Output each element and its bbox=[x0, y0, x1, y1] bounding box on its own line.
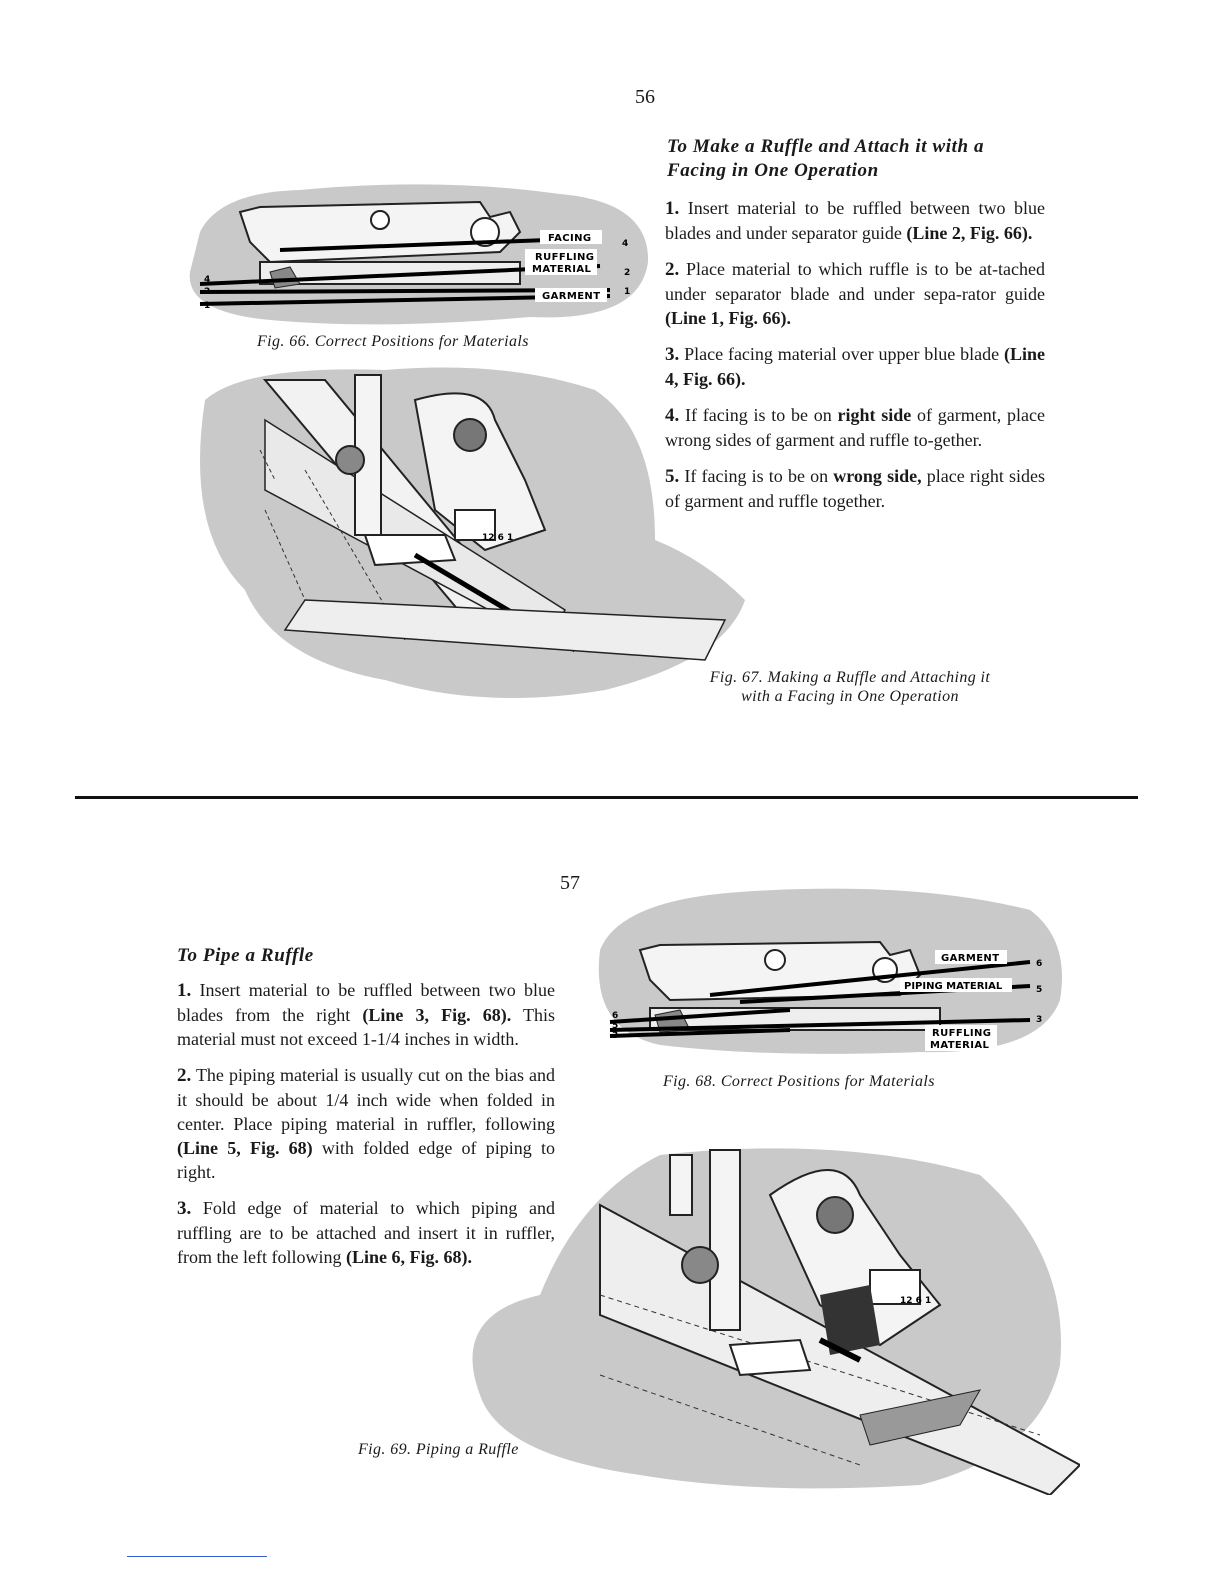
step-text: Place facing material over upper blue blade bbox=[679, 344, 1004, 364]
step-reference: (Line 2, Fig. 66). bbox=[906, 223, 1033, 243]
step-text: If facing is to be on bbox=[679, 405, 838, 425]
step-number: 5. bbox=[665, 466, 680, 487]
step-text: Insert material to be ruffled between two blue blades from the right bbox=[177, 980, 555, 1025]
step-text-after: with folded edge of piping to right. bbox=[177, 1138, 555, 1182]
section-heading-ruffle-facing bbox=[667, 135, 1047, 183]
fig69-caption: Fig. 69. Piping a Ruffle bbox=[358, 1441, 519, 1458]
fig68-number-6: 6 bbox=[612, 1011, 619, 1021]
fig68-label-garment: GARMENT bbox=[941, 953, 1000, 964]
figure-68-svg bbox=[590, 880, 1065, 1060]
fig68-number-3-right: 3 bbox=[1036, 1015, 1043, 1025]
fig68-label-ruffling: RUFFLING bbox=[932, 1028, 992, 1039]
page-number-bottom: 57 bbox=[560, 872, 580, 894]
heading-line-1: To Make a Ruffle and Attach it with a bbox=[667, 136, 985, 157]
fig66-number-2: 2 bbox=[204, 287, 211, 297]
step-emphasis: wrong side, bbox=[833, 466, 922, 486]
heading-line-2: Facing in One Operation bbox=[667, 160, 879, 181]
page-number-top: 56 bbox=[635, 86, 655, 108]
step-number: 1. bbox=[665, 198, 680, 219]
fig66-caption: Fig. 66. Correct Positions for Materials bbox=[257, 333, 529, 350]
step-text: Insert material to be ruffled between two blue blades and under separator guide bbox=[665, 198, 1045, 243]
fig66-number-1: 1 bbox=[204, 301, 211, 311]
step-text: Fold edge of material to which piping and ruffling are to be attached and insert it in ruffler, from the left following bbox=[177, 1198, 555, 1267]
step-reference: (Line 4, Fig. 66). bbox=[665, 344, 1045, 389]
step-number: 1. bbox=[177, 980, 192, 1001]
fig67-caption bbox=[650, 668, 1050, 706]
fig69-dial-numbers: 12 6 1 bbox=[900, 1296, 932, 1306]
step-number: 3. bbox=[665, 344, 680, 365]
fig66-label-garment: GARMENT bbox=[542, 291, 601, 302]
figure-68-illustration bbox=[590, 880, 1065, 1060]
step-number: 2. bbox=[177, 1065, 192, 1086]
step-reference: (Line 5, Fig. 68) bbox=[177, 1138, 313, 1158]
section-heading-pipe-ruffle: To Pipe a Ruffle bbox=[177, 945, 314, 966]
figure-66-svg bbox=[180, 172, 655, 332]
fig66-label-facing: FACING bbox=[548, 233, 592, 244]
fig68-label-piping: PIPING MATERIAL bbox=[904, 981, 1003, 992]
step-text: Place material to which ruffle is to be at-tached under separator blade and under sepa-rator guide bbox=[665, 259, 1045, 304]
step-reference: (Line 6, Fig. 68). bbox=[345, 1247, 472, 1267]
step-text-after: place right sides of garment and ruffle together. bbox=[665, 466, 1045, 511]
step-2-top bbox=[665, 257, 1045, 330]
fig66-number-1-right: 1 bbox=[624, 287, 631, 297]
fig67-dial-numbers: 12 6 1 bbox=[482, 533, 514, 543]
figure-66-illustration bbox=[180, 172, 655, 332]
step-reference: (Line 3, Fig. 68). bbox=[362, 1005, 512, 1025]
step-number: 3. bbox=[177, 1198, 192, 1219]
fig66-number-4: 4 bbox=[204, 275, 211, 285]
step-4-top bbox=[665, 403, 1045, 452]
fig66-label-material: MATERIAL bbox=[532, 264, 592, 275]
step-number: 2. bbox=[665, 259, 680, 280]
fig68-number-3: 3 bbox=[612, 1031, 619, 1041]
page-divider-rule bbox=[75, 796, 1138, 799]
fig68-label-material: MATERIAL bbox=[930, 1040, 990, 1051]
fig66-number-4-right: 4 bbox=[622, 239, 629, 249]
step-text-after: This material must not exceed 1-1/4 inches in width. bbox=[177, 1005, 555, 1049]
fig68-number-6-right: 6 bbox=[1036, 959, 1043, 969]
step-text: If facing is to be on bbox=[679, 466, 834, 486]
figure-69-svg bbox=[440, 1135, 1080, 1495]
step-3-top bbox=[665, 342, 1045, 391]
fig66-number-2-right: 2 bbox=[624, 268, 631, 278]
fig67-caption-line-1: Fig. 67. Making a Ruffle and Attaching it bbox=[709, 669, 991, 686]
fig68-caption: Fig. 68. Correct Positions for Materials bbox=[663, 1073, 935, 1090]
step-emphasis: right side bbox=[837, 405, 912, 425]
step-reference: (Line 1, Fig. 66). bbox=[665, 308, 791, 328]
footnote-rule bbox=[127, 1556, 267, 1557]
step-5-top bbox=[665, 464, 1045, 513]
step-text: The piping material is usually cut on the bias and it should be about 1/4 inch wide when folded in center. Place piping material in ruffler, following bbox=[177, 1065, 555, 1134]
fig68-number-5-right: 5 bbox=[1036, 985, 1043, 995]
figure-69-illustration bbox=[440, 1135, 1080, 1495]
fig66-label-ruffling: RUFFLING bbox=[535, 252, 595, 263]
step-1-bottom bbox=[177, 978, 555, 1051]
fig68-number-5: 5 bbox=[612, 1021, 619, 1031]
step-text-after: of garment, place wrong sides of garment and ruffle to-gether. bbox=[665, 405, 1045, 450]
step-1-top bbox=[665, 196, 1045, 245]
step-number: 4. bbox=[665, 405, 680, 426]
steps-list-top bbox=[665, 196, 1045, 525]
fig67-caption-line-2: with a Facing in One Operation bbox=[741, 688, 959, 705]
